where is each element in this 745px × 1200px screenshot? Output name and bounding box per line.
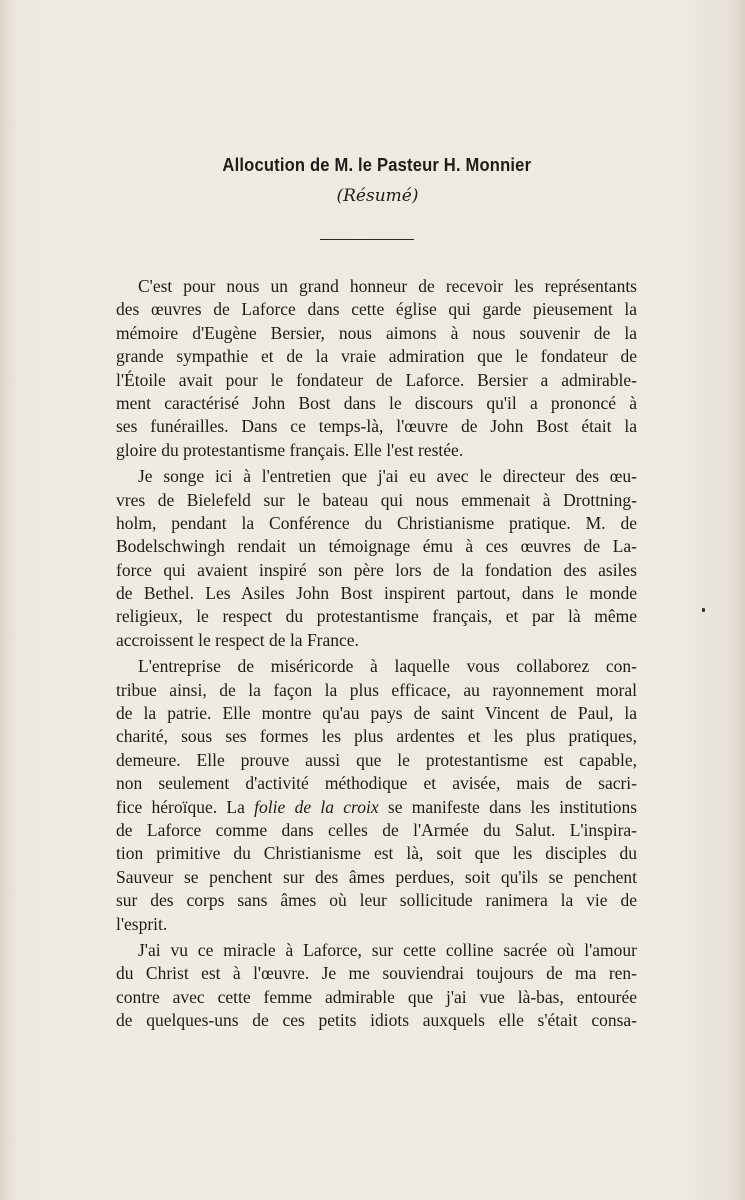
text-line: contre avec cette femme admirable que j'ai vue là-bas, entourée (116, 986, 637, 1007)
paragraph (116, 275, 637, 462)
text-line: des œuvres de Laforce dans cette église qui garde pieusement la (116, 299, 637, 320)
text-line: tion primitive du Christianisme est là, soit que les disciples du (116, 843, 637, 864)
text-line: vres de Bielefeld sur le bateau qui nous emmenait à Drottning- (116, 489, 637, 510)
text-line: holm, pendant la Conférence du Christianisme pratique. M. de (116, 512, 637, 533)
document-title: Allocution de M. le Pasteur H. Monnier (222, 155, 531, 175)
title-divider (320, 239, 414, 240)
text-line: Bodelschwingh rendait un témoignage ému à ces œuvres de La- (116, 536, 637, 557)
text-line: de Bethel. Les Asiles John Bost inspirent partout, dans le monde (116, 583, 637, 604)
text-line: du Christ est à l'œuvre. Je me souviendrai toujours de ma ren- (116, 963, 637, 984)
text-line: accroissent le respect de la France. (116, 629, 359, 650)
text-line: L'entreprise de miséricorde à laquelle vous collaborez con- (138, 656, 637, 677)
text-line: l'Étoile avait pour le fondateur de Laforce. Bersier a admirable- (116, 369, 637, 390)
paragraph (116, 465, 637, 652)
document-subtitle: (Résumé) (336, 186, 419, 206)
paragraph (116, 939, 637, 1033)
text-line: de quelques-uns de ces petits idiots auxquels elle s'était consa- (116, 1010, 637, 1031)
text-line: de la patrie. Elle montre qu'au pays de saint Vincent de Paul, la (116, 703, 637, 724)
text-line: ment caractérisé John Bost dans le discours qu'il a prononcé à (116, 392, 637, 413)
text-line: ses funérailles. Dans ce temps-là, l'œuvre de John Bost était la (116, 416, 637, 437)
text-line: charité, sous ses formes les plus ardentes et les plus pratiques, (116, 726, 637, 747)
margin-speck (702, 608, 705, 612)
text-line: non seulement d'activité méthodique et avisée, mais de sacri- (116, 773, 637, 794)
text-line: religieux, le respect du protestantisme français, et par là même (116, 606, 637, 627)
text-line: demeure. Elle prouve aussi que le protestantisme est capable, (116, 749, 637, 770)
paragraph (116, 655, 637, 936)
text-line: Je songe ici à l'entretien que j'ai eu avec le directeur des œu- (138, 466, 637, 487)
text-line: Sauveur se penchent sur des âmes perdues, soit qu'ils se penchent (116, 866, 637, 887)
heading-block (0, 155, 745, 206)
text-line: J'ai vu ce miracle à Laforce, sur cette colline sacrée où l'amour (138, 939, 637, 960)
text-line: grande sympathie et de la vraie admiration que le fondateur de (116, 346, 637, 367)
text-line: de Laforce comme dans celles de l'Armée du Salut. L'inspira- (116, 819, 637, 840)
text-line: l'esprit. (116, 913, 168, 934)
text-line: fice héroïque. La folie de la croix se manifeste dans les institutions (116, 796, 637, 817)
text-line: force qui avaient inspiré son père lors de la fondation des asiles (116, 559, 637, 580)
body-text (116, 275, 637, 1036)
emphasis: folie de la croix (254, 796, 379, 817)
text-line: mémoire d'Eugène Bersier, nous aimons à nous souvenir de la (116, 322, 637, 343)
text-line: sur des corps sans âmes où leur sollicitude ranimera la vie de (116, 890, 637, 911)
text-line: tribue ainsi, de la façon la plus efficace, au rayonnement moral (116, 679, 637, 700)
text-line: C'est pour nous un grand honneur de recevoir les représentants (138, 276, 637, 296)
text-line: gloire du protestantisme français. Elle l'est restée. (116, 439, 464, 460)
